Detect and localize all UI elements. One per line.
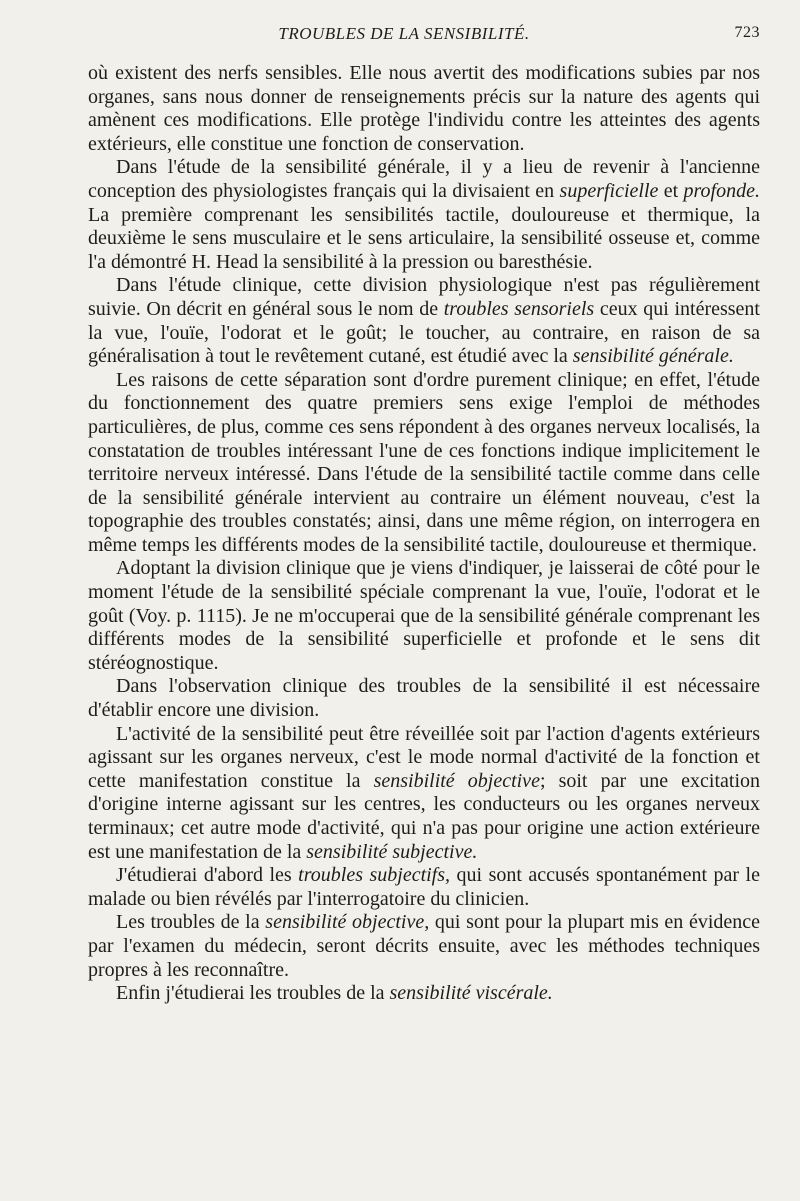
text-run: et (658, 179, 684, 202)
paragraph-5 (88, 557, 760, 675)
text-run: ceux qui intéressent la vue, l'ouïe, l'odorat et le goût; le toucher, au contraire, en raison de sa généralisation à tout le revêtement cutané, est étudié avec la (88, 297, 760, 368)
text-run: Les troubles de la (116, 911, 266, 934)
italic-term: sensibilité subjective. (306, 840, 478, 863)
text-run: J'étudierai d'abord les (116, 864, 299, 887)
paragraph-3 (88, 274, 760, 368)
italic-term: sensibilité générale. (572, 345, 734, 368)
page-number: 723 (734, 24, 760, 41)
italic-term: sensibilité viscérale. (389, 982, 553, 1005)
italic-term: profonde. (683, 179, 760, 202)
paragraph-1 (88, 62, 760, 156)
italic-term: superficielle (559, 179, 659, 202)
text-run: qui sont accusés spontanément par le malade ou bien révélés par l'interrogatoire du clinicien. (88, 864, 760, 910)
text-run: La première comprenant les sensibilités tactile, douloureuse et thermique, la deuxième le sens musculaire et le sens articulaire, la sensibilité osseuse et, comme l'a démontré H. Head la sensibilité à la pression ou baresthésie. (88, 203, 760, 273)
text-run: qui sont pour la plupart mis en évidence par l'examen du médecin, seront décrits ensuite, avec les méthodes techniques propres à les reconnaître. (88, 911, 761, 981)
italic-term: troubles subjectifs, (298, 864, 451, 887)
page-header (88, 22, 760, 50)
text-run: ; soit par une excitation d'origine interne agissant sur les centres, les conducteurs ou les organes nerveux terminaux; cet autre mode d'activité, qui n'a pas pour origine une action extérieure est une manifestation de la (88, 769, 761, 863)
paragraph-2 (88, 156, 760, 274)
paragraph-4 (88, 369, 760, 558)
paragraph-8 (88, 864, 760, 911)
paragraph-10 (88, 982, 760, 1006)
text-run: Dans l'observation clinique des troubles de la sensibilité il est nécessaire d'établir encore une division. (88, 675, 760, 722)
italic-term: sensibilité objective, (265, 911, 430, 934)
text-run: Dans l'étude clinique, cette division physiologique n'est pas régulièrement suivie. On décrit en général sous le nom de (88, 274, 760, 320)
italic-term: sensibilité objective (373, 769, 540, 792)
paragraph-9 (88, 911, 760, 982)
text-run: Enfin j'étudierai les troubles de la (116, 982, 390, 1005)
text-run: Adoptant la division clinique que je viens d'indiquer, je laisserai de côté pour le moment l'étude de la sensibilité spéciale comprenant la vue, l'ouïe, l'odorat et le goût (Voy. p. 1115). Je ne m'occuperai que de la sensibilité générale comprenant les différents modes de la sensibilité superficielle et profonde et le sens dit stéréognostique. (88, 557, 760, 674)
text-run: où existent des nerfs sensibles. Elle nous avertit des modifications subies par nos organes, sans nous donner de renseignements précis sur la nature des agents qui amènent ces modifications. Elle protège l'individu contre les atteintes des agents extérieurs, elle constitue une fonction de conservation. (88, 62, 760, 155)
text-run: Dans l'étude de la sensibilité générale, il y a lieu de revenir à l'ancienne conception des physiologistes français qui la divisaient en (88, 156, 760, 202)
paragraph-6 (88, 675, 760, 722)
page-body (88, 62, 760, 1006)
text-run: Les raisons de cette séparation sont d'ordre purement clinique; en effet, l'étude du fonctionnement des quatre premiers sens exige l'emploi de méthodes particulières, de plus, comme ces sens répondent à des organes nerveux localisés, la constatation de troubles intéressant l'une de ces fonctions indique implicitement le territoire nerveux intéressé. Dans l'étude de la sensibilité tactile comme dans celle de la sensibilité générale intervient au contraire un élément nouveau, c'est la topographie des troubles constatés; ainsi, dans une même région, on interrogera en même temps les différents modes de la sensibilité tactile, douloureuse et thermique. (88, 368, 760, 556)
text-run: L'activité de la sensibilité peut être réveillée soit par l'action d'agents extérieurs agissant sur les organes nerveux, c'est le mode normal d'activité de la fonction et cette manifestation constitue la (88, 722, 760, 792)
running-head: TROUBLES DE LA SENSIBILITÉ. (278, 24, 530, 43)
italic-term: troubles sensoriels (443, 297, 595, 320)
paragraph-7 (88, 723, 760, 865)
